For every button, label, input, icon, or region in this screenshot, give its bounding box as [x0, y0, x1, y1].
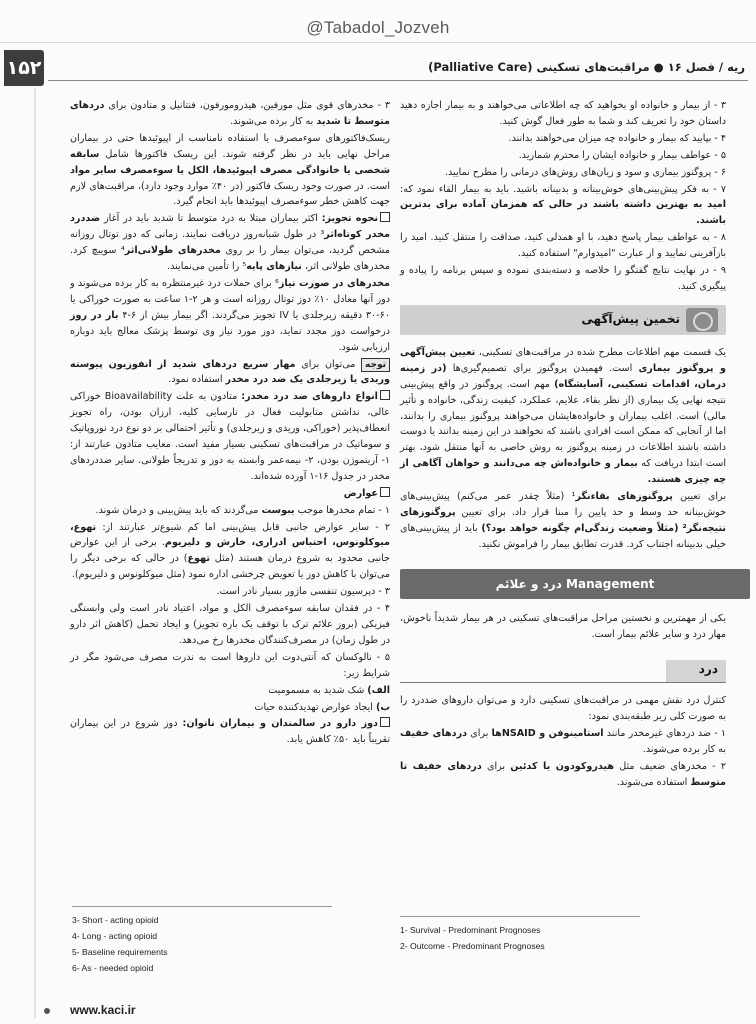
footnote: 2- Outcome - Predominant Prognoses: [400, 941, 545, 951]
page-number: ۱۵۲: [4, 50, 44, 86]
pain-item-2: ۲ - مخدرهای ضعیف مثل هیدروکودون یا کدئین برای دردهای خفیف تا متوسط استفاده می‌شوند.: [400, 761, 726, 788]
item-8: ۸ - به عواطف بیمار پاسخ دهید، با او همدلی کنید، صداقت را منتقل کنید. امید را بازآفرینی نمایید و از عبارت "امیدوارم" استفاده کنید.: [400, 232, 726, 260]
footnote: 5- Baseline requirements: [72, 947, 168, 957]
prn-paragraph: مخدرهای در صورت نیاز⁶ برای حملات درد غیرمنتظره به کار برده می‌شوند و دوز آنها معادل ۱۰٪ دوز توتال روزانه است و هر ۲-۱ ساعت به صورت خوراکی یا ۶۰-۳۰ دقیقه زیرجلدی یا IV تجویز می‌گردند. اگر بیمار بیش از ۶-۴ بار در روز درخواست دوز مجدد نماید، دوز مورد نیاز وی توسط پزشک معالج باید دوباره ارزیابی شود.: [70, 277, 391, 353]
footnote-rule-left: [72, 906, 332, 907]
website-link[interactable]: www.kaci.ir: [70, 1003, 136, 1017]
item-9: ۹ - در نهایت نتایج گفتگو را خلاصه و دسته‌بندی نموده و سپس برنامه را پیاده و پیگیری کنید.: [400, 265, 726, 292]
footnote: 1- Survival - Predominant Prognoses: [400, 925, 541, 935]
prognosis-paragraph-2: برای تعیین پروگنوزهای بقاءنگر¹ (مثلاً چقدر عمر می‌کنم) پیش‌بینی‌های خوش‌بینانه حد وسط و حد پایین را مبنا قرار داد. برای تعیین پروگنوزهای نتیجه‌نگر² (مثلاً وضعیت زندگی‌ام چگونه خواهد بود؟) باید از پیش‌بینی‌های خیلی بدبینانه اجتناب کرد. قدرت تطابق بیمار را فراموش نکنید.: [400, 491, 726, 550]
management-paragraph: یکی از مهمترین و نخستین مراحل مراقبت‌های تسکینی در هر بیمار شدیداً ناخوش، مهار درد و سایر علائم بیمار است.: [400, 612, 726, 640]
elderly-dose-paragraph: دوز دارو در سالمندان و بیماران ناتوان: دوز شروع در این بیماران تقریباً باید ۵۰٪ کاهش یابد.: [70, 718, 390, 746]
side-effect-2: ۲ - سایر عوارض جانبی قابل پیش‌بینی اما کم شیوع‌تر عبارتند از: تهوع، میوکلونوس، احتباس ادراری، خارش و دلیریوم. برخی از این عوارض جانبی محدود به شروع درمان هستند (مثل تهوع) در حالی که برخی دیگر را می‌توان با کاهش دوز یا تعویض چرخشی اداره نمود (مثل میوکلونوس و دلیریوم).: [70, 521, 390, 581]
opioid-types-paragraph: انواع داروهای ضد درد مخدر: متادون به علت Bioavailability خوراکی عالی، نداشتن متابولیت فعال در نارسایی کلیه، ارزان بودن، راه تجویز انعطاف‌پذیر (خوراکی، وریدی و زیرجلدی) و تأثیر احتمالی بر دو نوع درد نوروپاتیک و سوماتیک در مراقبت‌های تسکینی بسیار مفید است. معایب متادون عبارتند از: ۱- آریتموژن بودن، ۲- نیمه‌عمر وابسته به دوز و تدریجاً طولانی. سایر ضددردهای مخدر در جدول ۱۶-۱ آورده شده‌اند.: [70, 391, 390, 482]
item-5: ۵ - عواطف بیمار و خانواده ایشان را محترم شمارید.: [518, 149, 726, 161]
footnote-rule-right: [400, 916, 640, 917]
side-effects-heading: عوارض: [70, 486, 390, 502]
item-3: ۳ - از بیمار و خانواده او بخواهید که چه اطلاعاتی می‌خواهند و به بیمار اجازه دهید داستان خود را تعریف کند و شما به طور فعال گوش کنید.: [400, 100, 726, 127]
footnote: 3- Short - acting opioid: [72, 915, 159, 925]
item-4: ۴ - بپایید که بیمار و خانواده چه میزان می‌خواهند بدانند.: [508, 132, 726, 144]
section-heading-prognosis: [400, 305, 726, 335]
item-7: ۷ - به فکر پیش‌بینی‌های خوش‌بینانه و بدبینانه باشید. باید به بیمار القاء نمود که: امید به بهترین داشته باشند در حالی که همزمان آماده برای بدترین باشند.: [400, 183, 726, 227]
tip-badge: توجه: [361, 358, 390, 372]
side-effect-3: ۳ - دپرسیون تنفسی ماژور بسیار نادر است.: [216, 586, 390, 598]
item-6: ۶ - پروگنوز بیماری و سود و زیان‌های روش‌های درمانی را مطرح نمایید.: [444, 166, 726, 178]
left-column: [70, 98, 390, 749]
bullet-dot-icon: [44, 1008, 50, 1014]
tip-paragraph: توجه می‌توان برای مهار سریع دردهای شدید از انفوزیون پیوسته وریدی یا زیرجلدی یک ضد درد مخدر استفاده نمود.: [70, 358, 390, 386]
square-bullet-icon: [380, 212, 390, 222]
naloxone-case-a: الف) شک شدید به مسمومیت: [268, 684, 390, 696]
footnote: 4- Long - acting opioid: [72, 931, 158, 941]
square-bullet-icon: [380, 717, 390, 727]
dosing-paragraph: نحوه تجویز: اکثر بیماران مبتلا به درد متوسط تا شدید باید در آغاز ضددرد مخدر کوتاه‌اثر³ در طول شبانه‌روز دریافت نمایند. زمانی که دوز توتال روزانه مشخص گردید، می‌توان بیمار را بر روی مخدرهای طولانی‌اثر⁴ سوییچ کرد. مخدرهای طولانی اثر، نیازهای پایه⁵ را تأمین می‌نمایند.: [70, 213, 390, 273]
section-heading-text: تخمین پیش‌آگهی: [581, 311, 680, 326]
square-bullet-icon: [380, 390, 390, 400]
pain-heading-text: درد: [698, 662, 718, 677]
pain-paragraph: کنترل درد نقش مهمی در مراقبت‌های تسکینی دارد و می‌توان داروهای ضددرد را به صورت کلی زیر طبقه‌بندی نمود:: [400, 695, 726, 723]
risk-factors-paragraph: ریسک‌فاکتورهای سوءمصرف یا استفاده نامناسب از اپیوئیدها حتی در بیماران مراحل نهایی باید در نظر گرفته شوند. این ریسک فاکتورها شامل سابقه شخصی یا خانوادگی مصرف اپیوئیدها، الکل یا سوءمصرف سایر مواد است. در صورت وجود ریسک فاکتور (در ۴۰٪ موارد وجود دارد)، مراقبت‌های لازم جهت کاهش خطر سوءمصرف اپیوئیدها باید انجام گیرد.: [70, 132, 390, 208]
right-column: [400, 98, 726, 792]
section-image-icon: [686, 308, 718, 332]
footnote: 6- As - needed opioid: [72, 963, 154, 973]
section-heading-pain: [400, 660, 726, 683]
prognosis-paragraph-1: یک قسمت مهم اطلاعات مطرح شده در مراقبت‌های تسکینی، تعیین پیش‌آگهی و پروگنوز بیماری است. فهمیدن پروگنوز برای تصمیم‌گیری‌ها (در زمینه درمان، اقدامات تسکینی، آسایشگاه) مهم است. پروگنوز در واقع پیش‌بینی نتیجه نهایی یک بیماری (از نظر بقاء، علایم، عملکرد، کیفیت زندگی، خانواده و تأثیر مالی) است. اغلب بیماران و خانواده‌هایشان می‌خواهند پروگنوز بیماری را بدانند، اما از آنجایی که ممکن است افرادی باشند که نخواهند در این زمینه بدانند یا دوست داشته باشند اطلاعات در زمینه پروگنوز به روش خاصی به آنها منتقل شود، بهتر است ابتدا دریافت که بیمار و خانواده‌اش چه می‌دانند و خواهان آگاهی از چه چیزی هستند.: [400, 346, 726, 486]
top-rule: [0, 42, 756, 43]
side-effect-5: ۵ - نالوکسان که آنتی‌دوت این داروها است به ندرت مصرف می‌شود مگر در شرایط زیر:: [70, 651, 390, 679]
watermark-text: @Tabadol_Jozveh: [306, 18, 450, 37]
chapter-header: ریه / فصل ۱۶ ● مراقبت‌های تسکینی (Palliative Care): [428, 60, 745, 74]
pain-item-1: ۱ - ضد دردهای غیرمخدر مانند استامینوفن و NSAID‌ها برای دردهای خفیف به کار برده می‌شوند.: [400, 728, 726, 756]
footnotes-right: [400, 922, 720, 954]
footnotes-left: [72, 912, 372, 976]
side-effect-1: ۱ - تمام مخدرها موجب یبوست می‌گردند که باید پیش‌بینی و درمان شوند.: [95, 504, 390, 516]
header-rule: [48, 80, 748, 81]
management-heading-text: Management درد و علائم: [495, 576, 655, 591]
section-heading-management: [400, 569, 750, 599]
square-bullet-icon: [380, 487, 390, 497]
naloxone-case-b: ب) ایجاد عوارض تهدیدکننده حیات: [254, 701, 390, 713]
margin-strip: [34, 88, 36, 1018]
opioid-item-3: ۳ - مخدرهای قوی مثل مورفین، هیدرومورفون، فنتانیل و متادون برای دردهای متوسط تا شدید به کار برده می‌شوند.: [70, 100, 390, 127]
side-effect-4: ۴ - در فقدان سابقه سوءمصرف الکل و مواد، اعتیاد نادر است ولی وابستگی فیزیکی (بروز علائم ترک با توقف یک باره تجویز) و ایجاد تحمل (کاهش اثر دارو در طول زمان) در مصرف‌کنندگان مخدرها رخ می‌دهد.: [70, 603, 390, 646]
